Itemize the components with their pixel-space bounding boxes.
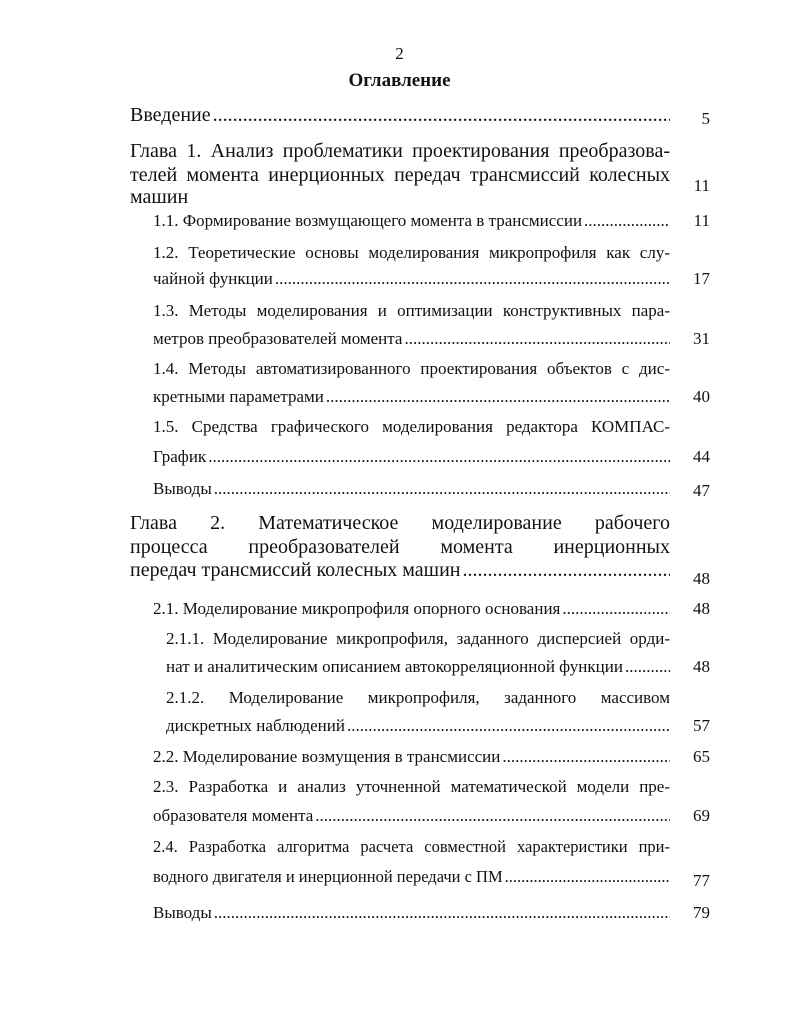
toc-section-2-1-2-line-1[interactable]: 2.1.2. Моделирование микропрофиля, заданного массивом [166, 688, 670, 707]
leader-dots [462, 557, 670, 583]
leader-dots [213, 102, 670, 128]
leader-dots [562, 596, 670, 622]
toc-page-number: 69 [693, 806, 710, 825]
leader-dots [584, 208, 670, 234]
toc-page-number: 40 [693, 387, 710, 406]
toc-page-number: 48 [693, 657, 710, 676]
page-number: 2 [395, 44, 404, 63]
toc-section-1-3-line-2[interactable]: метров преобразователей момента ..... [153, 326, 670, 352]
toc-chapter-2-line-1[interactable]: Глава 2. Математическое моделирование рабочего [130, 512, 670, 534]
toc-page-number: 11 [693, 211, 710, 230]
toc-section-1-4-line-1[interactable]: 1.4. Методы автоматизированного проектирования объектов с дис- [153, 359, 670, 378]
toc-chapter-2-line-2[interactable]: процесса преобразователей момента инерционных [130, 536, 670, 558]
leader-dots [404, 326, 670, 352]
toc-section-2-3-line-2[interactable]: образователя момента ..... [153, 803, 670, 829]
toc-section-2-2[interactable]: 2.2. Моделирование возмущения в трансмиссии ..... [153, 744, 670, 770]
toc-section-2-1-2-line-2[interactable]: дискретных наблюдений ..... [166, 713, 670, 739]
toc-page-number: 48 [693, 569, 710, 588]
toc-chapter-1-line-3[interactable]: машин [130, 186, 189, 208]
toc-page-number: 11 [693, 176, 710, 195]
toc-section-2-1-1-line-1[interactable]: 2.1.1. Моделирование микропрофиля, заданного дисперсией орди- [166, 629, 670, 648]
toc-page-number: 65 [693, 747, 710, 766]
toc-section-1-2-line-2[interactable]: чайной функции ..... [153, 266, 670, 292]
leader-dots [625, 654, 670, 680]
leader-dots [315, 803, 670, 829]
toc-page-number: 48 [693, 599, 710, 618]
toc-section-1-5-line-1[interactable]: 1.5. Средства графического моделирования редактора КОМПАС- [153, 417, 670, 436]
toc-chapter-2-line-3[interactable]: передач трансмиссий колесных машин ..... [130, 557, 670, 583]
toc-section-2-4-line-2[interactable]: водного двигателя и инерционной передачи с ПМ ..... [153, 864, 670, 890]
toc-conclusions-1[interactable]: Выводы ..... [153, 476, 670, 502]
leader-dots [505, 864, 670, 890]
toc-page-number: 79 [693, 903, 710, 922]
toc-section-1-2-line-1[interactable]: 1.2. Теоретические основы моделирования микропрофиля как слу- [153, 243, 670, 262]
toc-page-number: 31 [693, 329, 710, 348]
toc-page-number: 57 [693, 716, 710, 735]
leader-dots [502, 744, 670, 770]
toc-page-number: 44 [693, 447, 710, 466]
toc-conclusions-2[interactable]: Выводы ..... [153, 900, 670, 926]
toc-page-number: 5 [701, 109, 710, 128]
toc-chapter-1-line-2[interactable]: телей момента инерционных передач трансмиссий колесных [130, 164, 670, 186]
leader-dots [208, 444, 670, 470]
toc-section-2-4-line-1[interactable]: 2.4. Разработка алгоритма расчета совместной характеристики при- [153, 837, 670, 856]
toc-page-number: 17 [693, 269, 710, 288]
toc-section-2-3-line-1[interactable]: 2.3. Разработка и анализ уточненной математической модели пре- [153, 777, 670, 796]
toc-section-1-3-line-1[interactable]: 1.3. Методы моделирования и оптимизации конструктивных пара- [153, 301, 670, 320]
toc-chapter-1-line-1[interactable]: Глава 1. Анализ проблематики проектирования преобразова- [130, 140, 670, 162]
leader-dots [275, 266, 670, 292]
toc-page-number: 47 [693, 481, 710, 500]
toc-page-number: 77 [693, 871, 710, 890]
leader-dots [347, 713, 670, 739]
leader-dots [326, 384, 670, 410]
toc-section-2-1-1-line-2[interactable]: нат и аналитическим описанием автокорреляционной функции ..... [166, 654, 670, 680]
page-title: Оглавление [348, 70, 451, 91]
toc-section-1-5-line-2[interactable]: График ..... [153, 444, 670, 470]
leader-dots [214, 476, 670, 502]
toc-section-1-1[interactable]: 1.1. Формирование возмущающего момента в трансмиссии ..... [153, 208, 670, 234]
toc-section-1-4-line-2[interactable]: кретными параметрами ..... [153, 384, 670, 410]
toc-section-2-1[interactable]: 2.1. Моделирование микропрофиля опорного основания ..... [153, 596, 670, 622]
leader-dots [214, 900, 670, 926]
toc-entry-introduction[interactable]: Введение ..... [130, 102, 670, 128]
